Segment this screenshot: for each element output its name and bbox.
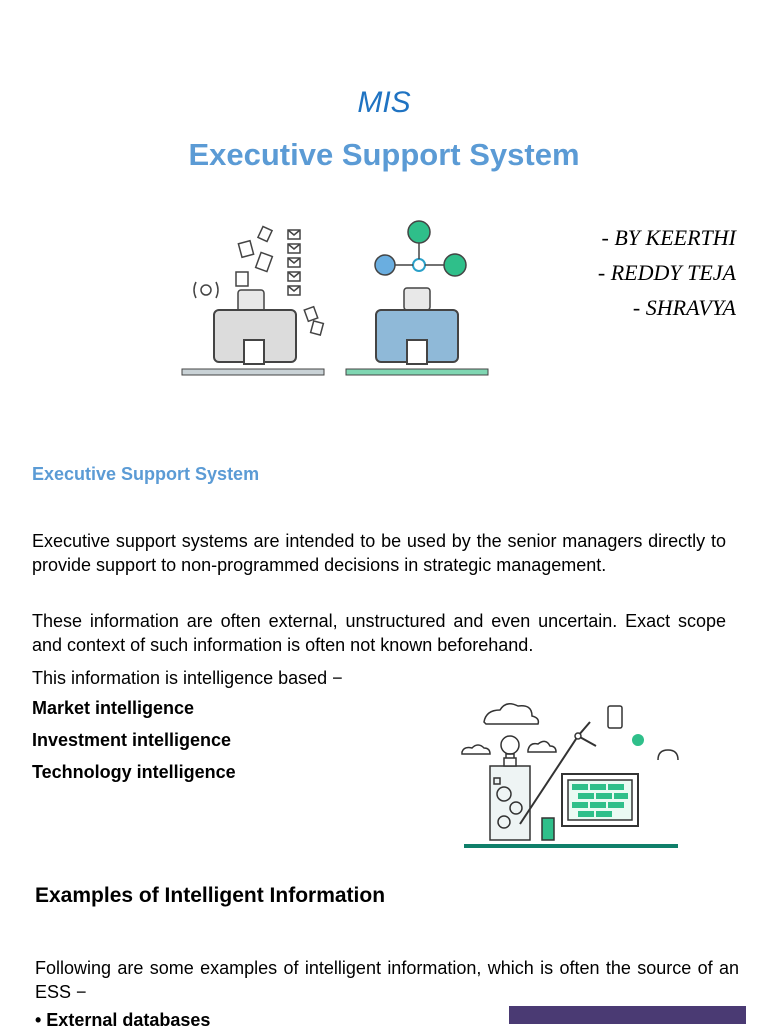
intelligence-item-market: Market intelligence [32,698,195,718]
mis-title: MIS [357,86,411,119]
technology-illustration [458,700,684,852]
page-title: Executive Support System [188,137,580,172]
author-shravya: - SHRAVYA [632,295,736,320]
examples-heading: Examples of Intelligent Information [35,884,386,907]
intelligence-item-technology: Technology intelligence [32,762,236,782]
computers-illustration [178,212,494,380]
paragraph-examples: Following are some examples of intelligent information, which is often the source of an ESS − [35,958,739,1002]
paragraph-intelligence: This information is intelligence based − [32,668,343,688]
intelligence-item-investment: Investment intelligence [32,730,232,750]
paragraph-external: These information are often external, unstructured and even uncertain. Exact scope and context of such information is often not known beforehand. [32,611,726,655]
paragraph-intro: Executive support systems are intended to be used by the senior managers directly to provide support to non-programmed decisions in strategic management. [32,531,726,575]
example-item-external-databases: • External databases [35,1010,211,1030]
author-reddy-teja: - REDDY TEJA [597,260,736,285]
author-keerthi: - BY KEERTHI [601,225,736,250]
authors-list [598,220,736,325]
section-heading: Executive Support System [32,464,260,484]
decorative-banner [509,1006,746,1024]
